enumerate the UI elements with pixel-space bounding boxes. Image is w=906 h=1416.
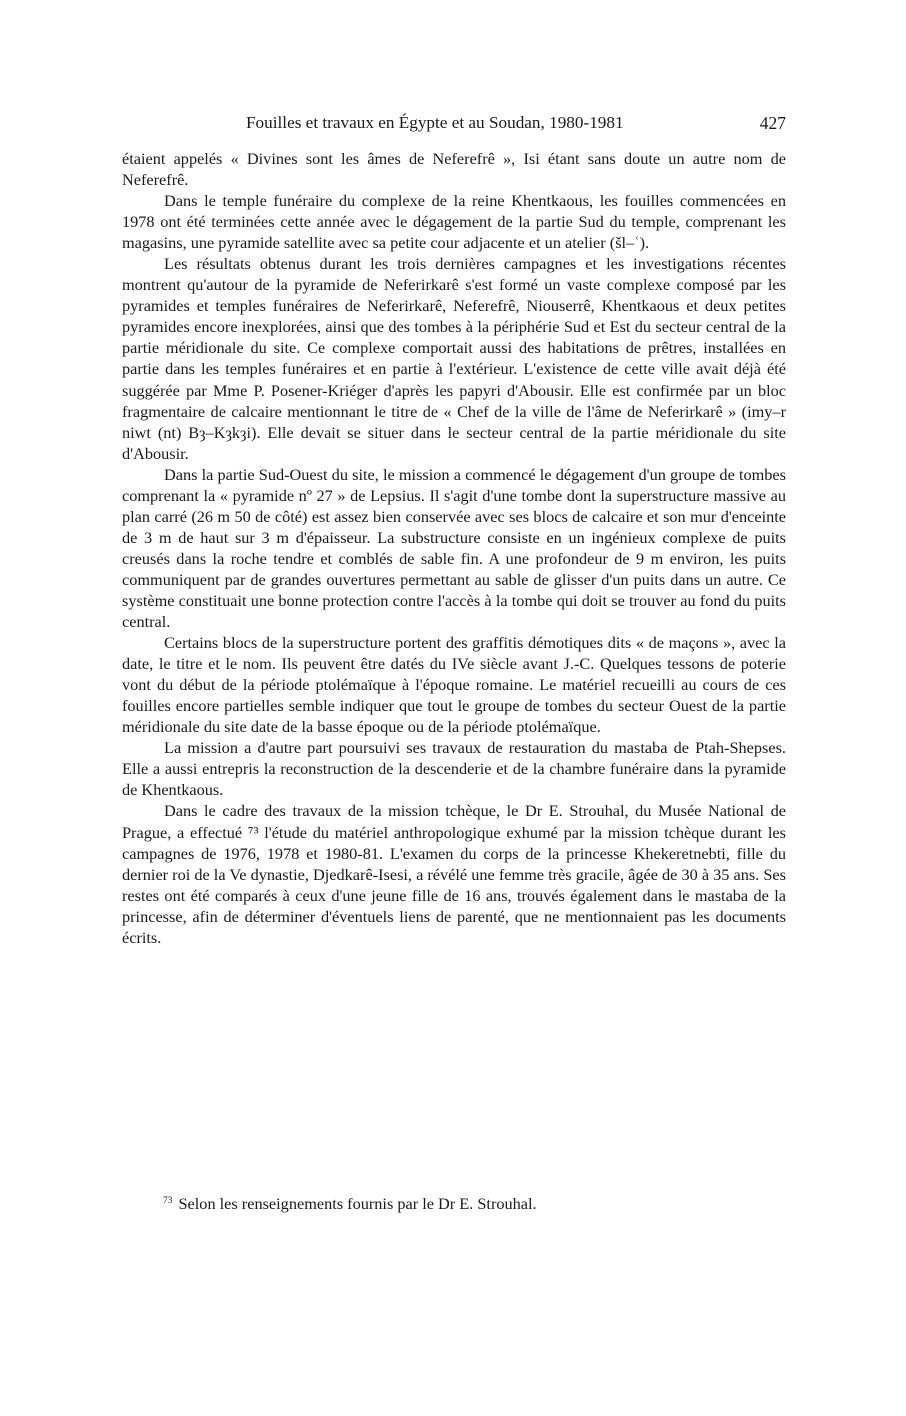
running-title: Fouilles et travaux en Égypte et au Soudan, 1980-1981	[246, 113, 624, 132]
paragraph-3: Les résultats obtenus durant les trois dernières campagnes et les investigations récentes montrent qu'autour de la pyramide de Neferirkarê s'est formé un vaste complexe composé par les pyramides et temples funéraires de Neferirkarê, Neferefrê, Niouserrê, Khentkaous et deux petites pyramides encore inexplorées, ainsi que des tombes à la périphérie Sud et Est du secteur central de la partie méridionale du site. Ce complexe comportait aussi des habitations de prêtres, installées en partie dans les temples funéraires et en partie à l'extérieur. L'existence de cette ville avait déjà été suggérée par Mme P. Posener-Kriéger d'après les papyri d'Abousir. Elle est confirmée par un bloc fragmentaire de calcaire mentionnant le titre de « Chef de la ville de l'âme de Neferirkarê » (imy–r niwt (nt) Bȝ–Kȝkȝi). Elle devait se situer dans le secteur central de la partie méridionale du site d'Abousir.	[122, 254, 786, 463]
paragraph-6: La mission a d'autre part poursuivi ses travaux de restauration du mastaba de Ptah-Shepses. Elle a aussi entrepris la reconstruction de la descenderie et de la chambre funéraire dans la pyramide de Khentkaous.	[122, 738, 786, 800]
footnote-marker: 73	[163, 1196, 173, 1206]
body-text	[122, 148, 786, 948]
footnote	[163, 1194, 537, 1214]
paragraph-2: Dans le temple funéraire du complexe de la reine Khentkaous, les fouilles commencées en 1978 ont été terminées cette année avec le dégagement de la partie Sud du temple, comprenant les magasins, une pyramide satellite avec sa petite cour adjacente et un atelier (šl–ʿ).	[122, 191, 786, 253]
footnote-text: Selon les renseignements fournis par le Dr E. Strouhal.	[178, 1194, 537, 1213]
running-header	[122, 113, 786, 137]
page-number: 427	[759, 113, 786, 133]
paragraph-7: Dans le cadre des travaux de la mission tchèque, le Dr E. Strouhal, du Musée National de Prague, a effectué ⁷³ l'étude du matériel anthropologique exhumé par la mission tchèque durant les campagnes de 1976, 1978 et 1980-81. L'examen du corps de la princesse Khekeretnebti, fille du dernier roi de la Ve dynastie, Djedkarê-Isesi, a révélé une femme très gracile, âgée de 30 à 35 ans. Ses restes ont été comparés à ceux d'une jeune fille de 16 ans, trouvés également dans le mastaba de la princesse, afin de déterminer d'éventuels liens de parenté, que ne mentionnaient pas les documents écrits.	[122, 801, 786, 947]
paragraph-5: Certains blocs de la superstructure portent des graffitis démotiques dits « de maçons », avec la date, le titre et le nom. Ils peuvent être datés du IVe siècle avant J.-C. Quelques tessons de poterie vont du début de la période ptolémaïque à l'époque romaine. Le matériel recueilli au cours de ces fouilles encore partielles semble indiquer que tout le groupe de tombes du secteur Ouest de la partie méridionale du site date de la basse époque ou de la période ptolémaïque.	[122, 633, 786, 737]
paragraph-1: étaient appelés « Divines sont les âmes de Neferefrê », Isi étant sans doute un autre nom de Neferefrê.	[122, 149, 786, 190]
paragraph-4: Dans la partie Sud-Ouest du site, le mission a commencé le dégagement d'un groupe de tombes comprenant la « pyramide nº 27 » de Lepsius. Il s'agit d'une tombe dont la superstructure massive au plan carré (26 m 50 de côté) est assez bien conservée avec ses blocs de calcaire et son mur d'enceinte de 3 m de haut sur 3 m d'épaisseur. La substructure consiste en un ingénieux complexe de puits creusés dans la roche tendre et comblés de sable fin. A une profondeur de 9 m environ, les puits communiquent par de grandes ouvertures permettant au sable de glisser d'un puits dans un autre. Ce système constituait une bonne protection contre l'accès à la tombe qui doit se trouver au fond du puits central.	[122, 464, 786, 632]
